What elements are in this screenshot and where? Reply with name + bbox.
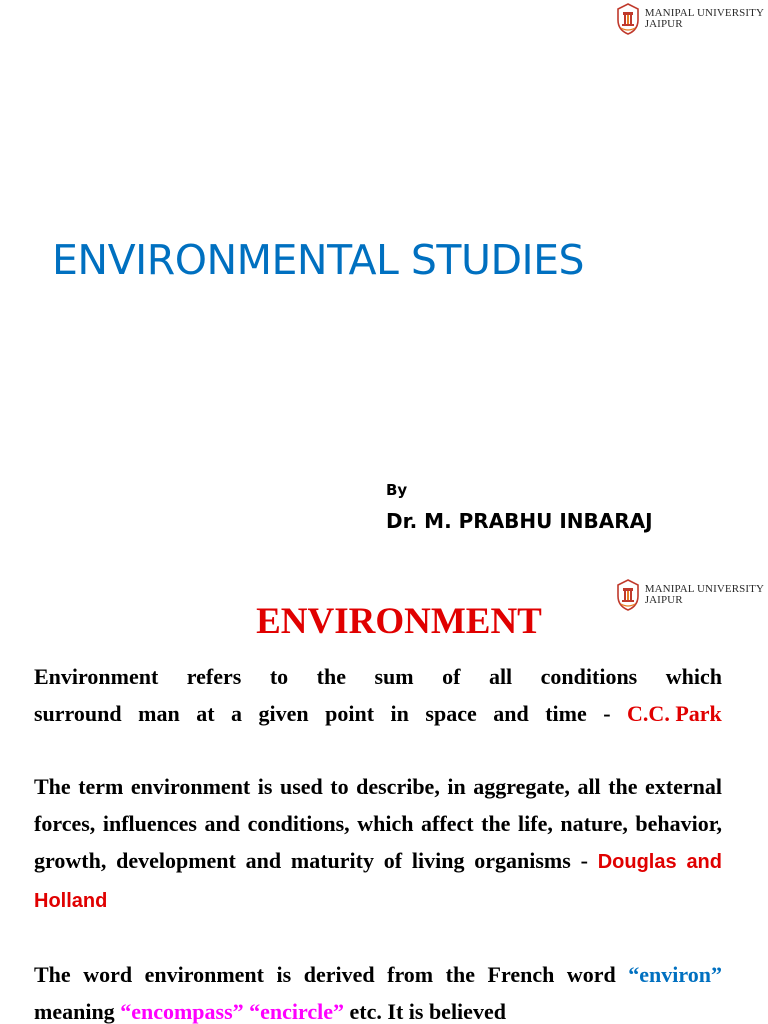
citation-source: Douglas and Holland	[34, 851, 722, 912]
paragraph-text: Environment refers to the sum of all conditions which surround man at a given point in space and time -	[34, 664, 722, 726]
logo-line-1: MANIPAL UNIVERSITY	[644, 583, 764, 595]
slide-heading: ENVIRONMENT	[256, 601, 542, 642]
university-crest-icon	[615, 2, 641, 36]
university-logo	[615, 2, 764, 36]
highlighted-word-environ: “environ”	[628, 962, 722, 987]
definition-paragraph-douglas	[34, 768, 722, 920]
etymology-paragraph	[34, 956, 722, 1024]
author-name: Dr. M. PRABHU INBARAJ	[386, 509, 653, 533]
by-label: By	[386, 481, 408, 499]
definition-paragraph-park	[34, 658, 722, 732]
definition-slide	[0, 570, 768, 1024]
citation-source: C.C. Park	[627, 701, 722, 726]
presentation-title: ENVIRONMENTAL STUDIES	[52, 236, 585, 284]
paragraph-text: The word environment is derived from the French word	[34, 962, 629, 987]
highlighted-word-encircle: “encircle”	[249, 999, 345, 1024]
highlighted-word-encompass: “encompass”	[120, 999, 244, 1024]
logo-line-2: JAIPUR	[644, 18, 683, 30]
logo-line-2: JAIPUR	[644, 594, 683, 606]
definitions-body	[34, 658, 722, 1024]
logo-line-1: MANIPAL UNIVERSITY	[644, 7, 764, 19]
paragraph-text: The term environment is used to describe, in aggregate, all the external forces, influences and conditions, which affect the life, nature, behavior, growth, development and maturity of living organisms -	[34, 774, 722, 873]
paragraph-text: meaning	[34, 999, 121, 1024]
paragraph-text: etc. It is believed	[344, 999, 506, 1024]
